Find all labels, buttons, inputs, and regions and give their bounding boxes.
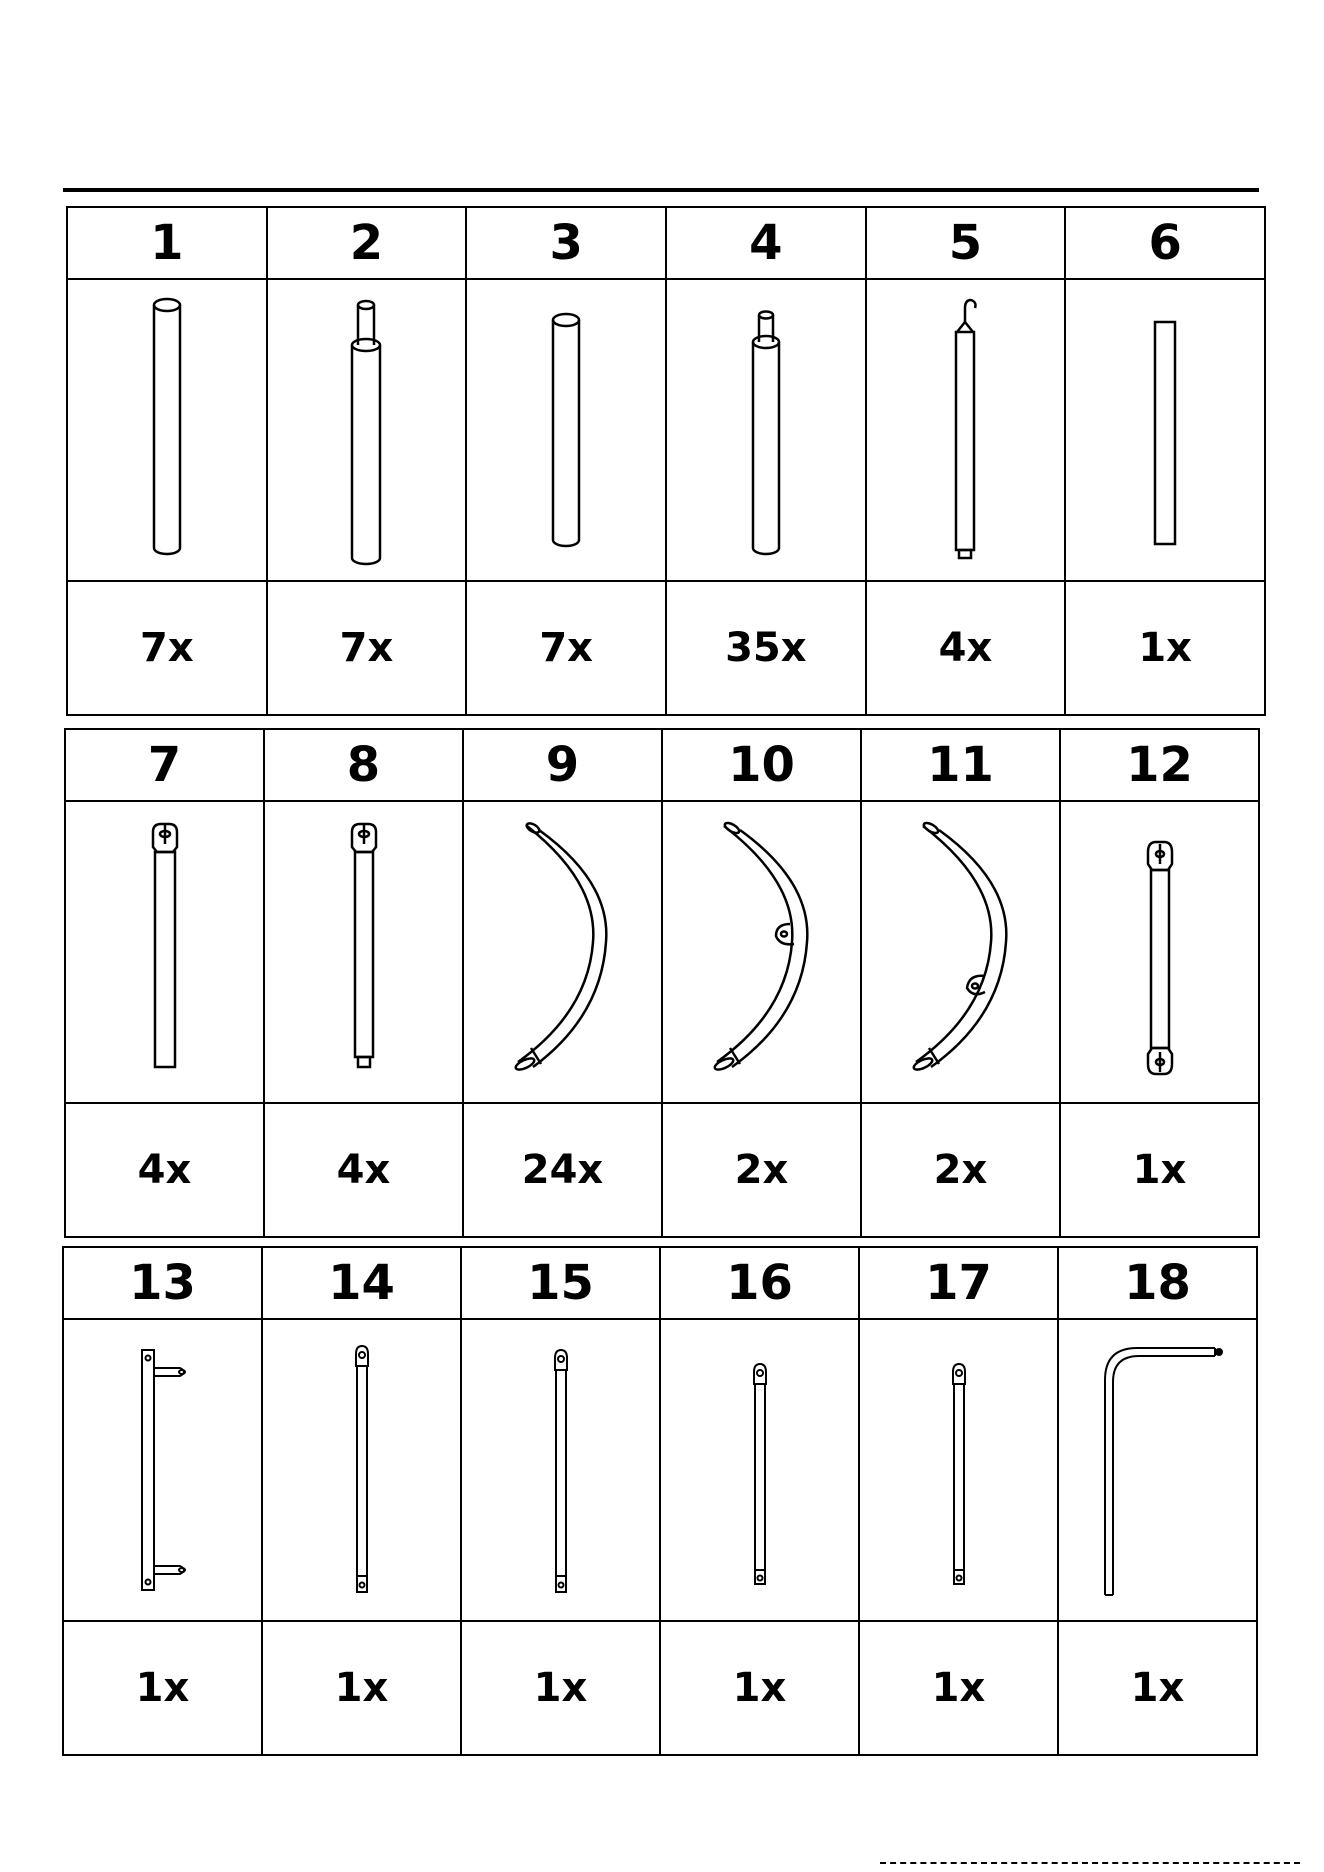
part-quantity: 1x: [931, 1665, 986, 1711]
part-number-cell: [1065, 207, 1265, 279]
part-drawing-cell: [65, 801, 264, 1103]
part-quantity-cell: [267, 581, 467, 715]
part-number: 3: [549, 215, 583, 271]
hook-pole-icon: [935, 290, 995, 570]
part-number-cell: [461, 1247, 660, 1319]
part-number: 12: [1126, 737, 1193, 793]
part-quantity-cell: [866, 581, 1066, 715]
part-drawing-cell: [859, 1319, 1058, 1621]
part-number: 5: [948, 215, 983, 271]
part-quantity-cell: [65, 1103, 264, 1237]
part-drawing-cell: [262, 1319, 461, 1621]
short-plain-tube-icon: [536, 290, 596, 570]
part-number-cell: [466, 207, 666, 279]
part-quantity: 35x: [725, 625, 807, 671]
part-drawing-cell: [264, 801, 463, 1103]
part-quantity: 4x: [137, 1147, 192, 1193]
part-drawing-cell: [866, 279, 1066, 581]
page-edge-marks: [880, 1862, 1300, 1868]
part-quantity: 4x: [938, 625, 993, 671]
part-quantity: 1x: [1138, 625, 1192, 671]
part-drawing-cell: [666, 279, 866, 581]
part-number: 8: [346, 737, 381, 793]
eyelet-pole-with-insert-icon: [334, 812, 394, 1092]
part-drawing-cell: [267, 279, 467, 581]
part-quantity-cell: [67, 581, 267, 715]
parts-table-row-2: [64, 728, 1260, 1238]
part-number-cell: [662, 729, 861, 801]
part-number: 16: [726, 1255, 793, 1311]
strap-medium-icon: [929, 1330, 989, 1610]
part-quantity-cell: [859, 1621, 1058, 1755]
part-number-cell: [463, 729, 662, 801]
part-drawing-cell: [1065, 279, 1265, 581]
part-quantity: 1x: [135, 1665, 190, 1711]
part-number: 13: [129, 1255, 196, 1311]
part-number: 2: [349, 215, 384, 271]
part-number: 10: [728, 737, 795, 793]
part-drawing-cell: [63, 1319, 262, 1621]
part-number: 17: [925, 1255, 992, 1311]
parts-table-row-3: [62, 1246, 1258, 1756]
part-quantity-cell: [461, 1621, 660, 1755]
part-number: 6: [1148, 215, 1182, 271]
part-drawing-cell: [461, 1319, 660, 1621]
tube-with-insert-icon: [336, 290, 396, 570]
curved-rod-icon: [503, 812, 623, 1092]
part-quantity: 1x: [1130, 1665, 1185, 1711]
part-quantity: 4x: [336, 1147, 391, 1193]
part-number-cell: [264, 729, 463, 801]
part-drawing-cell: [1058, 1319, 1257, 1621]
part-quantity-cell: [1065, 581, 1265, 715]
part-quantity-cell: [466, 581, 666, 715]
bracket-bar-icon: [118, 1330, 208, 1610]
part-number: 15: [527, 1255, 594, 1311]
part-number-cell: [660, 1247, 859, 1319]
part-number-cell: [666, 207, 866, 279]
plain-tube-icon: [137, 290, 197, 570]
part-quantity: 7x: [140, 625, 194, 671]
header-rule: [63, 188, 1259, 192]
part-quantity: 1x: [334, 1665, 389, 1711]
part-quantity-cell: [1058, 1621, 1257, 1755]
curved-rod-with-tab-icon: [702, 812, 822, 1092]
bent-rod-icon: [1083, 1330, 1233, 1610]
part-drawing-cell: [660, 1319, 859, 1621]
part-quantity-cell: [861, 1103, 1060, 1237]
part-drawing-cell: [67, 279, 267, 581]
part-number-cell: [866, 207, 1066, 279]
part-quantity: 7x: [539, 625, 593, 671]
part-drawing-cell: [861, 801, 1060, 1103]
part-quantity-cell: [666, 581, 866, 715]
part-number: 1: [150, 215, 184, 271]
strap-long-icon: [531, 1330, 591, 1610]
part-number-cell: [67, 207, 267, 279]
part-quantity-cell: [463, 1103, 662, 1237]
part-number-cell: [859, 1247, 1058, 1319]
part-quantity-cell: [660, 1621, 859, 1755]
part-quantity: 1x: [732, 1665, 787, 1711]
double-eyelet-bar-icon: [1130, 812, 1190, 1092]
part-drawing-cell: [1060, 801, 1259, 1103]
part-number-cell: [1058, 1247, 1257, 1319]
part-number: 11: [927, 737, 994, 793]
part-number: 7: [147, 737, 182, 793]
part-quantity-cell: [63, 1621, 262, 1755]
part-number: 9: [545, 737, 580, 793]
part-number-cell: [63, 1247, 262, 1319]
part-number-cell: [262, 1247, 461, 1319]
part-number-cell: [65, 729, 264, 801]
strap-medium-icon: [730, 1330, 790, 1610]
eyelet-pole-icon: [135, 812, 195, 1092]
part-quantity: 1x: [1132, 1147, 1187, 1193]
part-drawing-cell: [463, 801, 662, 1103]
part-number-cell: [861, 729, 1060, 801]
parts-table-row-1: [66, 206, 1266, 716]
part-drawing-cell: [662, 801, 861, 1103]
part-quantity-cell: [662, 1103, 861, 1237]
part-quantity: 2x: [734, 1147, 789, 1193]
thin-tube-with-insert-icon: [736, 290, 796, 570]
part-number-cell: [1060, 729, 1259, 801]
part-quantity: 24x: [521, 1147, 604, 1193]
part-drawing-cell: [466, 279, 666, 581]
part-quantity: 1x: [533, 1665, 588, 1711]
strap-long-icon: [332, 1330, 392, 1610]
curved-rod-with-low-tab-icon: [901, 812, 1021, 1092]
part-number-cell: [267, 207, 467, 279]
part-number: 14: [328, 1255, 395, 1311]
part-quantity-cell: [1060, 1103, 1259, 1237]
part-quantity: 7x: [339, 625, 394, 671]
part-quantity-cell: [264, 1103, 463, 1237]
part-number: 18: [1124, 1255, 1191, 1311]
flat-bar-icon: [1135, 290, 1195, 570]
part-number: 4: [749, 215, 783, 271]
part-quantity: 2x: [933, 1147, 988, 1193]
part-quantity-cell: [262, 1621, 461, 1755]
